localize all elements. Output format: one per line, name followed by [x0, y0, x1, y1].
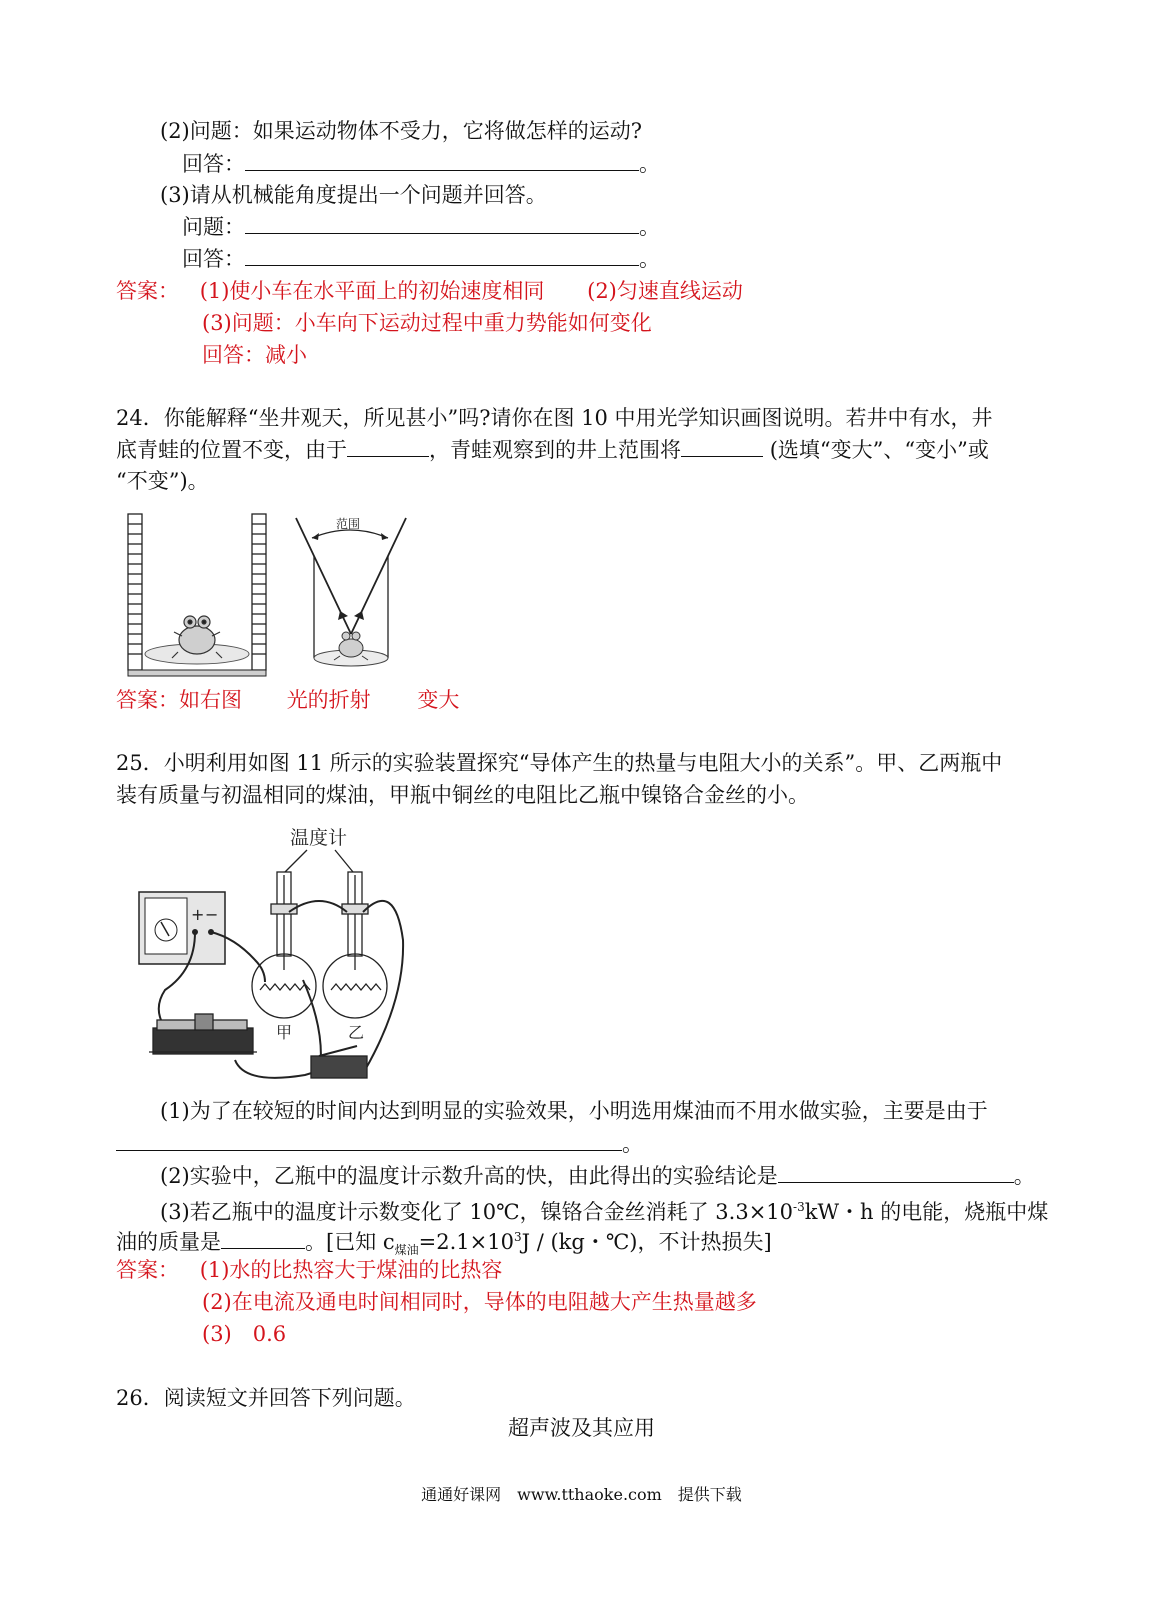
period: 。 [639, 215, 660, 239]
question-blank [245, 211, 639, 234]
period: 。 [639, 152, 660, 176]
answer-part2: (2)匀速直线运动 [587, 279, 743, 303]
right-brick-wall [252, 514, 266, 670]
text: (2)实验中，乙瓶中的温度计示数升高的快，由此得出的实验结论是 [160, 1164, 778, 1188]
pointer-line [335, 850, 353, 872]
answer-text: 答案：如右图 [116, 688, 242, 712]
rheostat [149, 1014, 257, 1054]
switch [311, 1046, 367, 1078]
arrow-head [381, 533, 388, 540]
thermometer-label: 温度计 [290, 827, 348, 849]
q23-part3-prompt: (3)请从机械能角度提出一个问题并回答。 [160, 183, 547, 207]
q25-part1-blank-line [116, 1128, 643, 1159]
article-title: 超声波及其应用 [508, 1416, 655, 1440]
text: 底青蛙的位置不变，由于 [116, 438, 347, 462]
q25-line1: 25．小明利用如图 11 所示的实验装置探究“导体产生的热量与电阻大小的关系”。甲、乙两瓶中 [116, 751, 1003, 775]
exponent: -3 [793, 1200, 805, 1214]
q25-part1: (1)为了在较短的时间内达到明显的实验效果，小明选用煤油而不用水做实验，主要是由于 [160, 1099, 988, 1123]
answer-text: 变大 [417, 688, 460, 712]
left-brick-wall [128, 514, 142, 670]
period: 。 [622, 1132, 643, 1156]
answer-part1: (1)使小车在水平面上的初始速度相同 [199, 279, 545, 303]
reason-blank [116, 1128, 622, 1151]
period: 。 [1013, 1164, 1035, 1188]
q23-part2-question: (2)问题：如果运动物体不受力，它将做怎样的运动? [160, 119, 643, 143]
range-label: 范围 [336, 517, 361, 531]
flask-yi-label: 乙 [348, 1023, 365, 1042]
period: 。 [639, 247, 660, 271]
blank-reason [347, 434, 429, 457]
range-arc [312, 530, 388, 538]
q24-answer [116, 685, 459, 715]
blank-range [681, 434, 763, 457]
q25-line2: 装有质量与初温相同的煤油，甲瓶中铜丝的电阻比乙瓶中镍铬合金丝的小。 [116, 783, 809, 807]
answer-label: 回答： [182, 247, 245, 271]
q26-line1: 26．阅读短文并回答下列问题。 [116, 1386, 416, 1410]
flask-jia [252, 872, 316, 1018]
q25-answer-line2: (2)在电流及通电时间相同时，导体的电阻越大产生热量越多 [202, 1290, 757, 1314]
mass-blank [221, 1226, 305, 1249]
q23-part2-answer-line [182, 148, 660, 179]
exponent: 3 [513, 1230, 522, 1244]
subscript: 煤油 [394, 1243, 419, 1258]
arrow-head [312, 533, 319, 540]
answer-label: 答案： [116, 1258, 179, 1282]
answer-blank [245, 148, 639, 171]
answer-label: 答案： [116, 279, 179, 303]
q24-line1: 24．你能解释“坐井观天，所见甚小”吗?请你在图 10 中用光学知识画图说明。若井中有水，井 [116, 406, 993, 430]
answer-label: 回答： [182, 152, 245, 176]
q23-part3-answer-line [182, 243, 660, 274]
text: J / (kg・℃)，不计热损失] [521, 1230, 772, 1254]
well-with-range [296, 517, 406, 666]
text: (3)若乙瓶中的温度计示数变化了 10℃，镍铬合金丝消耗了 3.3×10 [160, 1200, 794, 1224]
ammeter [139, 892, 225, 964]
flask-yi [323, 872, 387, 1018]
q23-part3-question-line [182, 211, 660, 242]
conclusion-blank [778, 1160, 1014, 1183]
text: (选填“变大”、“变小”或 [769, 438, 989, 462]
well-floor [128, 670, 266, 676]
q23-answer-line1 [116, 276, 743, 306]
text: 油的质量是 [116, 1230, 221, 1254]
text: 。[已知 c [305, 1230, 395, 1254]
answer-text: 光的折射 [286, 688, 371, 712]
answer-blank [245, 243, 639, 266]
q25-answer-line1 [116, 1255, 502, 1285]
q25-answer-line3: (3) 0.6 [202, 1322, 287, 1346]
q23-answer-line3: 回答：减小 [202, 343, 307, 367]
q24-line3: “不变”)。 [116, 469, 209, 493]
question-label: 问题： [182, 215, 245, 239]
text: ，青蛙观察到的井上范围将 [429, 438, 681, 462]
page-footer: 通通好课网 www.tthaoke.com 提供下载 [421, 1485, 742, 1504]
circuit-figure [135, 820, 435, 1090]
text: kW・h 的电能，烧瓶中煤 [804, 1200, 1049, 1224]
flask-jia-label: 甲 [276, 1023, 293, 1042]
frog-well-figure [120, 508, 420, 678]
q24-line2 [116, 434, 989, 465]
text: =2.1×10 [418, 1230, 514, 1254]
answer-text: (1)水的比热容大于煤油的比热容 [199, 1258, 503, 1282]
q25-part2 [160, 1160, 1035, 1191]
plus-terminal: + [191, 905, 205, 924]
q23-answer-line2: (3)问题：小车向下运动过程中重力势能如何变化 [202, 311, 652, 335]
minus-terminal: − [205, 905, 219, 924]
pointer-line [285, 850, 307, 872]
